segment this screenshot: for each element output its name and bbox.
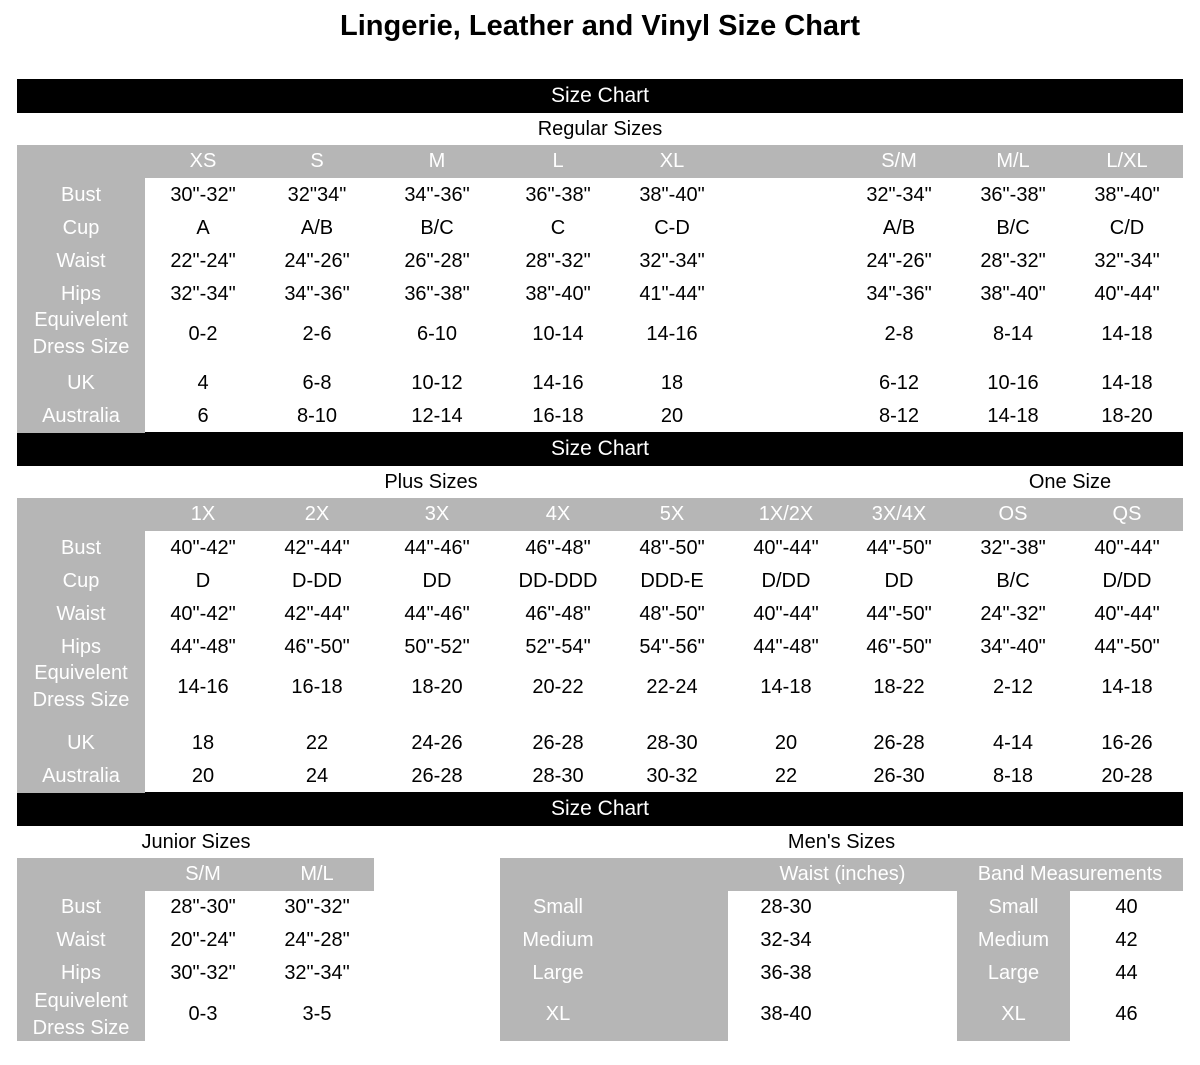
table-cell: 14-18 (1101, 323, 1153, 345)
table-cell: 44"-46" (404, 603, 470, 625)
row-label: Equivelent Dress Size (32, 662, 130, 711)
table-cell: 8-10 (296, 405, 338, 427)
size-header: M (428, 150, 446, 172)
size-header: 1X (190, 503, 216, 525)
table-cell: 24"-26" (284, 250, 350, 272)
mens-band-size-label: Large (987, 962, 1040, 984)
size-header: XL (659, 150, 685, 172)
table-cell: 20 (191, 765, 215, 787)
row-label: UK (67, 732, 95, 754)
table-cell: 4-14 (992, 732, 1034, 754)
row-label: Australia (42, 765, 120, 787)
table-cell: 6-12 (878, 372, 920, 394)
table-cell: 24"-26" (866, 250, 932, 272)
table-cell: 22-24 (646, 676, 698, 698)
table-cell: 36"-38" (404, 283, 470, 305)
table-cell: 48"-50" (639, 603, 705, 625)
table-cell: 22"-24" (170, 250, 236, 272)
table-cell: 54"-56" (639, 636, 705, 658)
table-cell: 26-28 (532, 732, 584, 754)
table-cell: 18-22 (873, 676, 925, 698)
table-cell: 24"-28" (284, 929, 350, 951)
mens-size-label: Large (532, 962, 584, 984)
table-cell: 34"-36" (866, 283, 932, 305)
table-cell: 46"-50" (284, 636, 350, 658)
table-cell: 40"-44" (753, 603, 819, 625)
table-cell: 14-18 (760, 676, 812, 698)
size-header: M/L (300, 863, 334, 885)
table-cell: 38"-40" (980, 283, 1046, 305)
row-label: Hips (60, 283, 101, 305)
row-label: Equivelent Dress Size (32, 309, 130, 358)
table-cell: 32"-34" (284, 962, 350, 984)
junior-sizes-heading: Junior Sizes (141, 831, 251, 853)
table-cell: 40"-42" (170, 603, 236, 625)
table-cell: 14-16 (646, 323, 698, 345)
mens-size-label: XL (545, 1003, 571, 1025)
size-header: 3X/4X (871, 503, 927, 525)
size-header: XS (189, 150, 217, 172)
mens-band-size-label: XL (1001, 1003, 1026, 1025)
mens-size-label: Small (532, 896, 583, 918)
one-size-heading: One Size (1028, 471, 1112, 493)
table-cell: 50"-52" (404, 636, 470, 658)
size-chart-bar: Size Chart (17, 432, 1183, 466)
mens-waist-value: 28-30 (760, 896, 812, 918)
table-cell: 32"-34" (639, 250, 705, 272)
table-cell: 16-18 (291, 676, 343, 698)
size-header: S/M (185, 863, 221, 885)
table-cell: 12-14 (411, 405, 463, 427)
table-cell: 8-12 (878, 405, 920, 427)
table-cell: 32"-34" (866, 184, 932, 206)
row-label: Waist (56, 929, 106, 951)
table-cell: DDD-E (640, 570, 704, 592)
table-cell: B/C (420, 217, 454, 239)
mens-band-size-label: Small (988, 896, 1039, 918)
table-cell: 44"-50" (866, 603, 932, 625)
table-cell: 30"-32" (170, 962, 236, 984)
table-cell: 36"-38" (980, 184, 1046, 206)
table-cell: 46"-48" (525, 537, 591, 559)
table-cell: 28-30 (532, 765, 584, 787)
table-cell: 32"-38" (980, 537, 1046, 559)
table-cell: 44"-50" (1094, 636, 1160, 658)
table-cell: 38"-40" (1094, 184, 1160, 206)
table-cell: D (195, 570, 211, 592)
table-cell: 2-12 (992, 676, 1034, 698)
table-cell: 28"-30" (170, 896, 236, 918)
table-cell: 20-28 (1101, 765, 1153, 787)
row-label: Bust (60, 537, 102, 559)
table-cell: 30"-32" (170, 184, 236, 206)
row-label: Bust (60, 896, 102, 918)
plus-sizes-heading: Plus Sizes (384, 471, 478, 493)
table-cell: 34"-40" (980, 636, 1046, 658)
table-cell: 42"-44" (284, 603, 350, 625)
table-cell: 26-28 (411, 765, 463, 787)
row-label: Bust (60, 184, 102, 206)
table-cell: B/C (996, 570, 1030, 592)
table-cell: 10-14 (532, 323, 584, 345)
size-header: 3X (424, 503, 450, 525)
size-chart-bar: Size Chart (17, 792, 1183, 826)
table-cell: 18 (191, 732, 215, 754)
table-cell: DD (422, 570, 452, 592)
regular-sizes-heading: Regular Sizes (537, 118, 663, 140)
table-cell: 48"-50" (639, 537, 705, 559)
table-cell: 26"-28" (404, 250, 470, 272)
table-cell: 3-5 (302, 1003, 332, 1025)
mens-band-value: 42 (1115, 929, 1138, 951)
table-cell: 14-18 (1101, 676, 1153, 698)
table-cell: 4 (197, 372, 209, 394)
mens-band-value: 44 (1115, 962, 1138, 984)
table-cell: C-D (654, 217, 690, 239)
table-cell: 40"-44" (1094, 283, 1160, 305)
table-cell: 0-3 (188, 1003, 218, 1025)
table-cell: 44"-50" (866, 537, 932, 559)
page-title: Lingerie, Leather and Vinyl Size Chart (340, 10, 860, 42)
table-cell: 32"-34" (170, 283, 236, 305)
band-header: Band Measurements (977, 863, 1163, 885)
table-cell: 16-26 (1101, 732, 1153, 754)
table-cell: 14-16 (177, 676, 229, 698)
row-label: Hips (60, 962, 101, 984)
size-header: S/M (881, 150, 917, 172)
table-cell: A (196, 217, 210, 239)
table-cell: 2-8 (884, 323, 914, 345)
table-cell: 32"34" (287, 184, 347, 206)
size-chart-bar: Size Chart (17, 79, 1183, 113)
size-header: 4X (545, 503, 571, 525)
table-cell: 36"-38" (525, 184, 591, 206)
table-cell: DD-DDD (518, 570, 598, 592)
table-cell: 0-2 (188, 323, 218, 345)
table-cell: 38"-40" (639, 184, 705, 206)
table-cell: 2-6 (302, 323, 332, 345)
mens-band-value: 46 (1115, 1003, 1138, 1025)
table-cell: 22 (305, 732, 329, 754)
table-cell: 44"-48" (170, 636, 236, 658)
size-header: 1X/2X (758, 503, 814, 525)
mens-sizes-heading: Men's Sizes (787, 831, 896, 853)
size-header: OS (998, 503, 1028, 525)
mens-size-label: Medium (522, 929, 594, 951)
table-cell: 22 (774, 765, 798, 787)
mens-band-size-label: Medium (977, 929, 1050, 951)
table-cell: 16-18 (532, 405, 584, 427)
table-cell: 18 (660, 372, 684, 394)
table-cell: 20 (774, 732, 798, 754)
table-cell: 40"-44" (753, 537, 819, 559)
table-cell: 14-18 (1101, 372, 1153, 394)
table-cell: 34"-36" (284, 283, 350, 305)
size-header: 2X (304, 503, 330, 525)
table-cell: 32"-34" (1094, 250, 1160, 272)
mens-waist-value: 38-40 (760, 1003, 812, 1025)
table-cell: 28-30 (646, 732, 698, 754)
table-cell: 52"-54" (525, 636, 591, 658)
table-cell: 14-16 (532, 372, 584, 394)
row-label: Equivelent Dress Size (32, 990, 130, 1039)
row-label: Cup (62, 217, 100, 239)
table-cell: 18-20 (411, 676, 463, 698)
table-cell: A/B (300, 217, 334, 239)
size-header: 5X (659, 503, 685, 525)
mens-waist-value: 36-38 (760, 962, 812, 984)
table-cell: 14-18 (987, 405, 1039, 427)
table-cell: 6 (197, 405, 209, 427)
table-cell: 6-8 (302, 372, 332, 394)
size-header: L (552, 150, 564, 172)
row-label: Waist (56, 250, 106, 272)
mens-waist-value: 32-34 (760, 929, 812, 951)
waist-header: Waist (inches) (779, 863, 906, 885)
table-cell: 26-30 (873, 765, 925, 787)
table-cell: 40"-44" (1094, 537, 1160, 559)
mens-band-value: 40 (1115, 896, 1138, 918)
size-header: M/L (996, 150, 1030, 172)
table-cell: 18-20 (1101, 405, 1153, 427)
table-cell: 24"-32" (980, 603, 1046, 625)
table-cell: DD (884, 570, 914, 592)
table-cell: 46"-48" (525, 603, 591, 625)
table-cell: 28"-32" (980, 250, 1046, 272)
table-cell: 40"-44" (1094, 603, 1160, 625)
table-cell: 20 (660, 405, 684, 427)
table-cell: 44"-46" (404, 537, 470, 559)
table-cell: 34"-36" (404, 184, 470, 206)
table-cell: 20-22 (532, 676, 584, 698)
size-header: S (310, 150, 324, 172)
size-header: L/XL (1106, 150, 1148, 172)
table-cell: 8-14 (992, 323, 1034, 345)
table-cell: C (550, 217, 566, 239)
table-cell: A/B (882, 217, 916, 239)
size-header: QS (1112, 503, 1142, 525)
table-cell: 30"-32" (284, 896, 350, 918)
row-label: UK (67, 372, 95, 394)
table-cell: 30-32 (646, 765, 698, 787)
table-cell: 28"-32" (525, 250, 591, 272)
row-label: Hips (60, 636, 101, 658)
table-cell: D-DD (292, 570, 342, 592)
table-cell: C/D (1109, 217, 1145, 239)
table-cell: B/C (996, 217, 1030, 239)
table-cell: 46"-50" (866, 636, 932, 658)
table-cell: 10-12 (411, 372, 463, 394)
table-cell: 40"-42" (170, 537, 236, 559)
table-cell: 24-26 (411, 732, 463, 754)
table-cell: D/DD (1102, 570, 1152, 592)
table-cell: 6-10 (416, 323, 458, 345)
table-cell: 8-18 (992, 765, 1034, 787)
table-cell: 20"-24" (170, 929, 236, 951)
table-cell: 42"-44" (284, 537, 350, 559)
row-label: Australia (42, 405, 120, 427)
table-cell: 24 (305, 765, 329, 787)
row-label: Cup (62, 570, 100, 592)
table-cell: 38"-40" (525, 283, 591, 305)
table-cell: 41"-44" (639, 283, 705, 305)
table-cell: 10-16 (987, 372, 1039, 394)
table-cell: D/DD (761, 570, 811, 592)
row-label: Waist (56, 603, 106, 625)
table-cell: 26-28 (873, 732, 925, 754)
table-cell: 44"-48" (753, 636, 819, 658)
